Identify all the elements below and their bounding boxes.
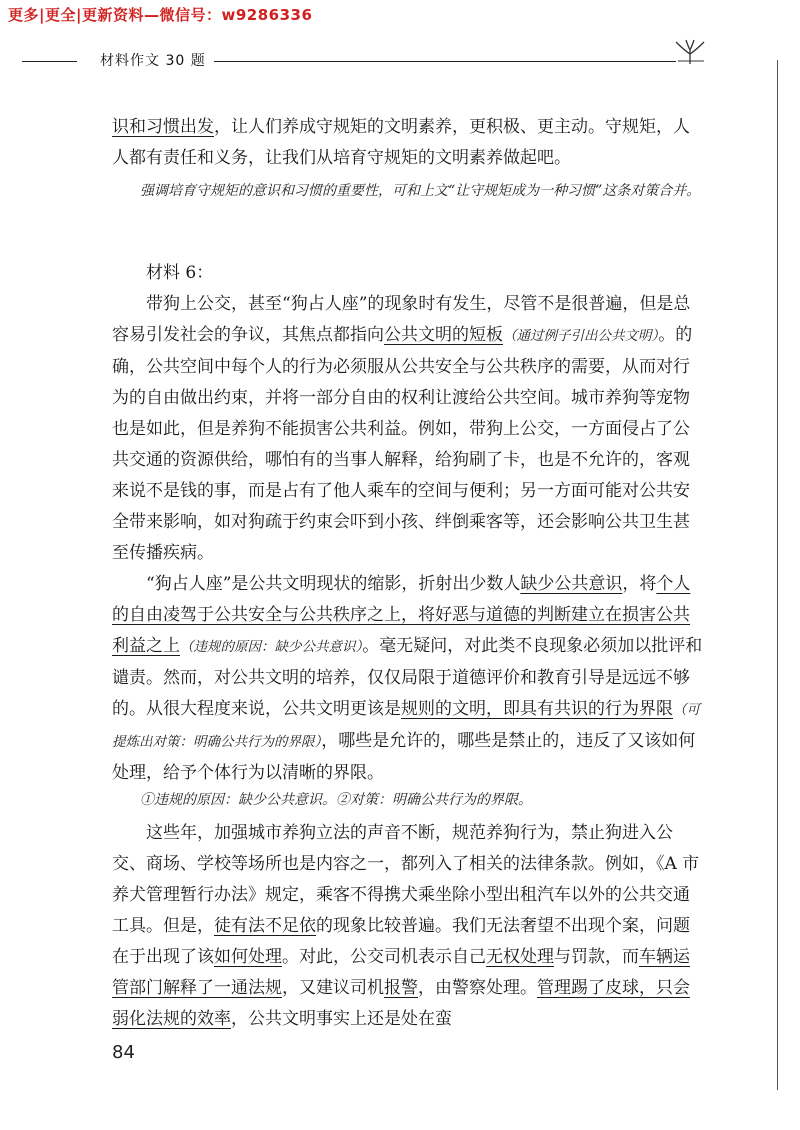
- text-run: ，让人们养成守规矩的文明素养，更积极、更主动。守规矩，人人都有责任和义务，让我们从培育守规矩的文明素养做起吧。: [112, 117, 690, 168]
- text-run: 。对此，公交司机表示自己: [282, 947, 486, 967]
- text-run: ，又建议司机: [282, 978, 384, 998]
- text-run: 这些年，加强城市养狗立法的声音不断，规范养狗行为，禁止狗进入公交、商场、学校等场所也是内容之一，都列入了相关的法律条款。例如，《A 市养犬管理暂行办法》规定，乘客不得携犬乘坐除小型出租汽车以外的公共交通工具。但是，: [112, 823, 700, 936]
- underlined-phrase: 识和习惯出发: [112, 117, 214, 137]
- text-run: ，哪些是允许的，哪些是禁止的，违反了又该如何处理，给予个体行为以清晰的界限。: [112, 731, 696, 783]
- inline-annotation: （可提炼出对策：明确公共行为的界限）: [112, 702, 700, 750]
- underlined-phrase: 规则的文明，即具有共识的行为界限: [401, 699, 673, 719]
- underlined-phrase: 管理踢了皮球，只会弱化法规的效率: [112, 978, 690, 1029]
- annotation-note-1: [112, 176, 706, 207]
- tree-ornament-icon: [670, 38, 710, 68]
- header-rule-left: [22, 61, 77, 62]
- paragraph-continuation: [112, 112, 706, 174]
- text-run: 与罚款，而: [554, 947, 639, 967]
- paragraph-legislation: [112, 818, 706, 1035]
- inline-annotation: （违规的原因：缺少公共意识）: [180, 639, 363, 655]
- text-run: ，由警察处理。: [418, 978, 537, 998]
- page-number: 84: [112, 1042, 135, 1063]
- material-6-section: [112, 258, 706, 789]
- rich-paragraph: [112, 818, 706, 1035]
- text-run: 。的确，公共空间中每个人的行为必须服从公共安全与公共秩序的需要，从而对行为的自由做出约束，并将一部分自由的权利让渡给公共空间。城市养狗等宠物也是如此，但是养狗不能损害公共利益。例如，带狗上公交，一方面侵占了公共交通的资源供给，哪怕有的当事人解释，给狗刷了卡，也是不允许的，客观来说不是钱的事，而是占有了他人乘车的空间与便利；另一方面可能对公共安全带来影响，如对狗疏于约束会吓到小孩、绊倒乘客等，还会影响公共卫生甚至传播疾病。: [112, 325, 693, 563]
- underlined-phrase: 缺少公共意识: [520, 574, 623, 594]
- text-run: “狗占人座”是公共文明现状的缩影，折射出少数人: [146, 574, 521, 594]
- underlined-phrase: 无权处理: [486, 947, 554, 967]
- header-rule-right: [214, 61, 676, 62]
- text-run: 带狗上公交，甚至“狗占人座”的现象时有发生，尽管不是很普遍，但是总容易引发社会的争议，其焦点都指向: [112, 294, 691, 345]
- text-run: ，将: [622, 574, 657, 594]
- text-run: ，公共文明事实上还是处在蛮: [231, 1009, 452, 1029]
- underlined-phrase: 个人的自由凌驾于公共安全与公共秩序之上，将好恶与道德的判断建立在损害公共利益之上: [112, 574, 691, 656]
- rich-paragraph: [112, 569, 706, 789]
- rich-paragraph: [112, 112, 706, 174]
- underlined-phrase: 报警: [384, 978, 418, 998]
- underlined-phrase: 徒有法不足依: [214, 916, 316, 936]
- underlined-phrase: 公共文明的短板: [384, 325, 503, 345]
- underlined-phrase: 车辆运管部门解释了一通法规: [112, 947, 690, 998]
- text-run: 。毫无疑问，对此类不良现象必须加以批评和谴责。然而，对公共文明的培养，仅仅局限于道德评价和教育引导是远远不够的。从很大程度来说，公共文明更该是: [112, 636, 703, 719]
- material-label: 材料 6：: [146, 263, 214, 283]
- running-header-title: 材料作文 30 题: [100, 53, 206, 69]
- text-run: 的现象比较普遍。我们无法奢望不出现个案，问题在于出现了该: [112, 916, 690, 967]
- watermark-text: 更多|更全|更新资料—微信号：w9286336: [8, 6, 313, 24]
- annotation-text: ①违规的原因：缺少公共意识。②对策：明确公共行为的界限。: [140, 792, 532, 808]
- inline-annotation: （通过例子引出公共文明）: [503, 328, 659, 344]
- rich-paragraph: [112, 289, 706, 569]
- right-margin-rule: [777, 60, 778, 1090]
- annotation-text: 强调培育守规矩的意识和习惯的重要性，可和上文“让守规矩成为一种习惯”这条对策合并。: [140, 183, 701, 199]
- annotation-note-2: [112, 785, 706, 816]
- underlined-phrase: 如何处理: [214, 947, 282, 967]
